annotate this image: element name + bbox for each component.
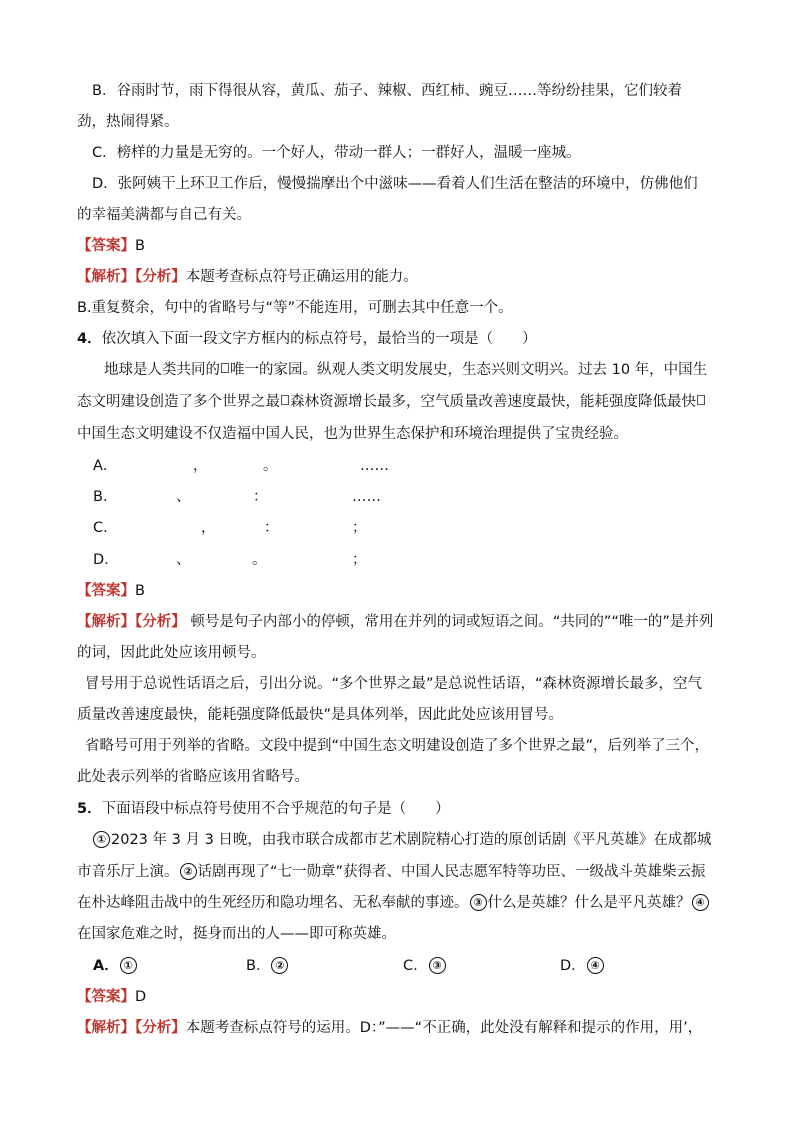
q5-passage-line3 — [77, 893, 710, 913]
passage-text: 市音乐厅上演。 — [77, 864, 179, 880]
circled-number-4: ④ — [692, 894, 709, 911]
q5-option-d — [560, 956, 605, 976]
q5-option-b — [246, 956, 289, 976]
q4-option-c-label: C． — [93, 520, 118, 536]
q5-passage-line1 — [92, 830, 711, 850]
analysis-tag: 【解析】【分析】 — [77, 269, 186, 285]
q3-option-b-line1: B．谷雨时节，雨下得很从容，黄瓜、茄子、辣椒、西红柿、豌豆……等纷纷挂果，它们较着 — [92, 83, 682, 99]
q3-analysis — [77, 267, 418, 287]
passage-text: 森林资源增长最多，空气质量改善速度最快，能耗强度降低最快 — [290, 394, 696, 410]
q4-option-d-mark1: 、 — [176, 552, 191, 568]
circled-number-3: ③ — [429, 957, 446, 974]
q3-answer — [77, 236, 145, 256]
analysis-tag: 【解析】【分析】 — [77, 1020, 186, 1036]
q4-option-a-mark2: 。 — [263, 458, 278, 474]
analysis-text: 本题考查标点符号正确运用的能力。 — [185, 269, 418, 285]
option-label: C． — [403, 958, 428, 974]
q3-option-b-line2: 劲，热闹得紧。 — [77, 114, 179, 130]
q5-passage-line2 — [77, 862, 706, 882]
q4-option-d-mark2: 。 — [252, 552, 267, 568]
answer-tag: 【答案】 — [77, 989, 135, 1005]
q4-option-c-mark2: ： — [264, 520, 279, 536]
option-label: A． — [93, 958, 119, 974]
q4-analysis-line4: 质量改善速度最快，能耗强度降低最快”是具体列举，因此此处应该用冒号。 — [77, 707, 564, 723]
q4-analysis-line1 — [77, 612, 713, 632]
question-number: 4． — [77, 331, 102, 347]
q4-analysis-line5: 省略号可用于列举的省略。文段中提到“中国生态文明建设创造了多个世界之最”，后列举了三个， — [85, 738, 710, 754]
q4-option-d-label: D． — [93, 552, 119, 568]
q5-answer — [77, 987, 146, 1007]
q4-analysis-line3: 冒号用于总说性话语之后，引出分说。“多个世界之最”是总说性话语，“森林资源增长最多，空气 — [85, 676, 703, 692]
q5-passage-line4: 在国家危难之时，挺身而出的人——即可称英雄。 — [77, 926, 396, 942]
q4-passage-line3: 中国生态文明建设不仅造福中国人民，也为世界生态保护和环境治理提供了宝贵经验。 — [77, 426, 628, 442]
passage-text: 话剧再现了“七一勋章”获得者、中国人民志愿军特等功臣、一级战斗英雄柴云振 — [197, 864, 706, 880]
q4-option-b-mark2: ： — [253, 489, 268, 505]
answer-tag: 【答案】 — [77, 238, 135, 254]
blank-box-2 — [281, 395, 289, 405]
circled-number-2: ② — [180, 863, 197, 880]
q4-option-a-label: A． — [93, 458, 118, 474]
analysis-text: 顿号是句子内部小的停顿，常用在并列的词或短语之间。“共同的”“唯一的”是并列 — [185, 614, 714, 630]
blank-box-3 — [697, 395, 705, 405]
answer-value: B — [135, 583, 145, 599]
answer-value: D — [135, 989, 147, 1005]
q3-option-d-line1: D．张阿姨干上环卫工作后，慢慢揣摩出个中滋味——看着人们生活在整洁的环境中，仿佛他们 — [92, 176, 698, 192]
q4-option-c-mark3: ； — [352, 520, 367, 536]
passage-text: 2023 年 3 月 3 日晚，由我市联合成都市艺术剧院精心打造的原创话剧《平凡英雄》在成都城 — [111, 832, 712, 848]
answer-value: B — [135, 238, 145, 254]
q4-stem — [77, 329, 537, 349]
circled-number-3: ③ — [470, 894, 487, 911]
q5-analysis — [77, 1018, 702, 1038]
circled-number-2: ② — [271, 957, 288, 974]
circled-number-1: ① — [120, 957, 137, 974]
option-label: B． — [246, 958, 271, 974]
question-text: 依次填入下面一段文字方框内的标点符号，最恰当的一项是（ ） — [101, 331, 537, 347]
analysis-text: 本题考查标点符号的运用。D：”——“不正确，此处没有解释和提示的作用，用’， — [185, 1020, 703, 1036]
blank-box-1 — [221, 363, 229, 373]
question-number: 5． — [77, 801, 102, 817]
passage-text: 态文明建设创造了多个世界之最 — [77, 394, 280, 410]
passage-text: 地球是人类共同的 — [104, 362, 220, 378]
q5-option-a — [93, 956, 138, 976]
q4-option-d-mark3: ； — [352, 552, 367, 568]
question-text: 下面语段中标点符号使用不合乎规范的句子是（ ） — [101, 801, 450, 817]
analysis-tag: 【解析】【分析】 — [77, 614, 186, 630]
q5-stem — [77, 799, 450, 819]
q4-option-a-mark3: …… — [360, 458, 389, 474]
passage-text: 什么是英雄？什么是平凡英雄？ — [487, 895, 691, 911]
option-label: D． — [560, 958, 586, 974]
answer-tag: 【答案】 — [77, 583, 135, 599]
q4-option-a-mark1: ， — [193, 458, 208, 474]
q4-analysis-line6: 此处表示列举的省略应该用省略号。 — [77, 769, 309, 785]
q4-passage-line1 — [104, 360, 707, 380]
q3-explanation: B.重复赘余，句中的省略号与“等”不能连用，可删去其中任意一个。 — [77, 300, 513, 316]
q4-option-b-label: B． — [93, 489, 118, 505]
q3-option-c: C．榜样的力量是无穷的。一个好人，带动一群人；一群好人，温暖一座城。 — [92, 145, 581, 161]
q4-option-b-mark3: …… — [352, 489, 381, 505]
q3-option-d-line2: 的幸福美满都与自己有关。 — [77, 207, 251, 223]
q4-option-c-mark1: ， — [201, 520, 216, 536]
q4-answer — [77, 581, 145, 601]
q4-passage-line2 — [77, 392, 706, 412]
q5-option-c — [403, 956, 447, 976]
q4-option-b-mark1: 、 — [176, 489, 191, 505]
q4-analysis-line2: 的词，因此此处应该用顿号。 — [77, 645, 266, 661]
circled-number-4: ④ — [587, 957, 604, 974]
passage-text: 唯一的家园。纵观人类文明发展史，生态兴则文明兴。过去 10 年，中国生 — [230, 362, 708, 378]
circled-number-1: ① — [93, 831, 110, 848]
passage-text: 在朴达峰阻击战中的生死经历和隐功埋名、无私奉献的事迹。 — [77, 895, 469, 911]
